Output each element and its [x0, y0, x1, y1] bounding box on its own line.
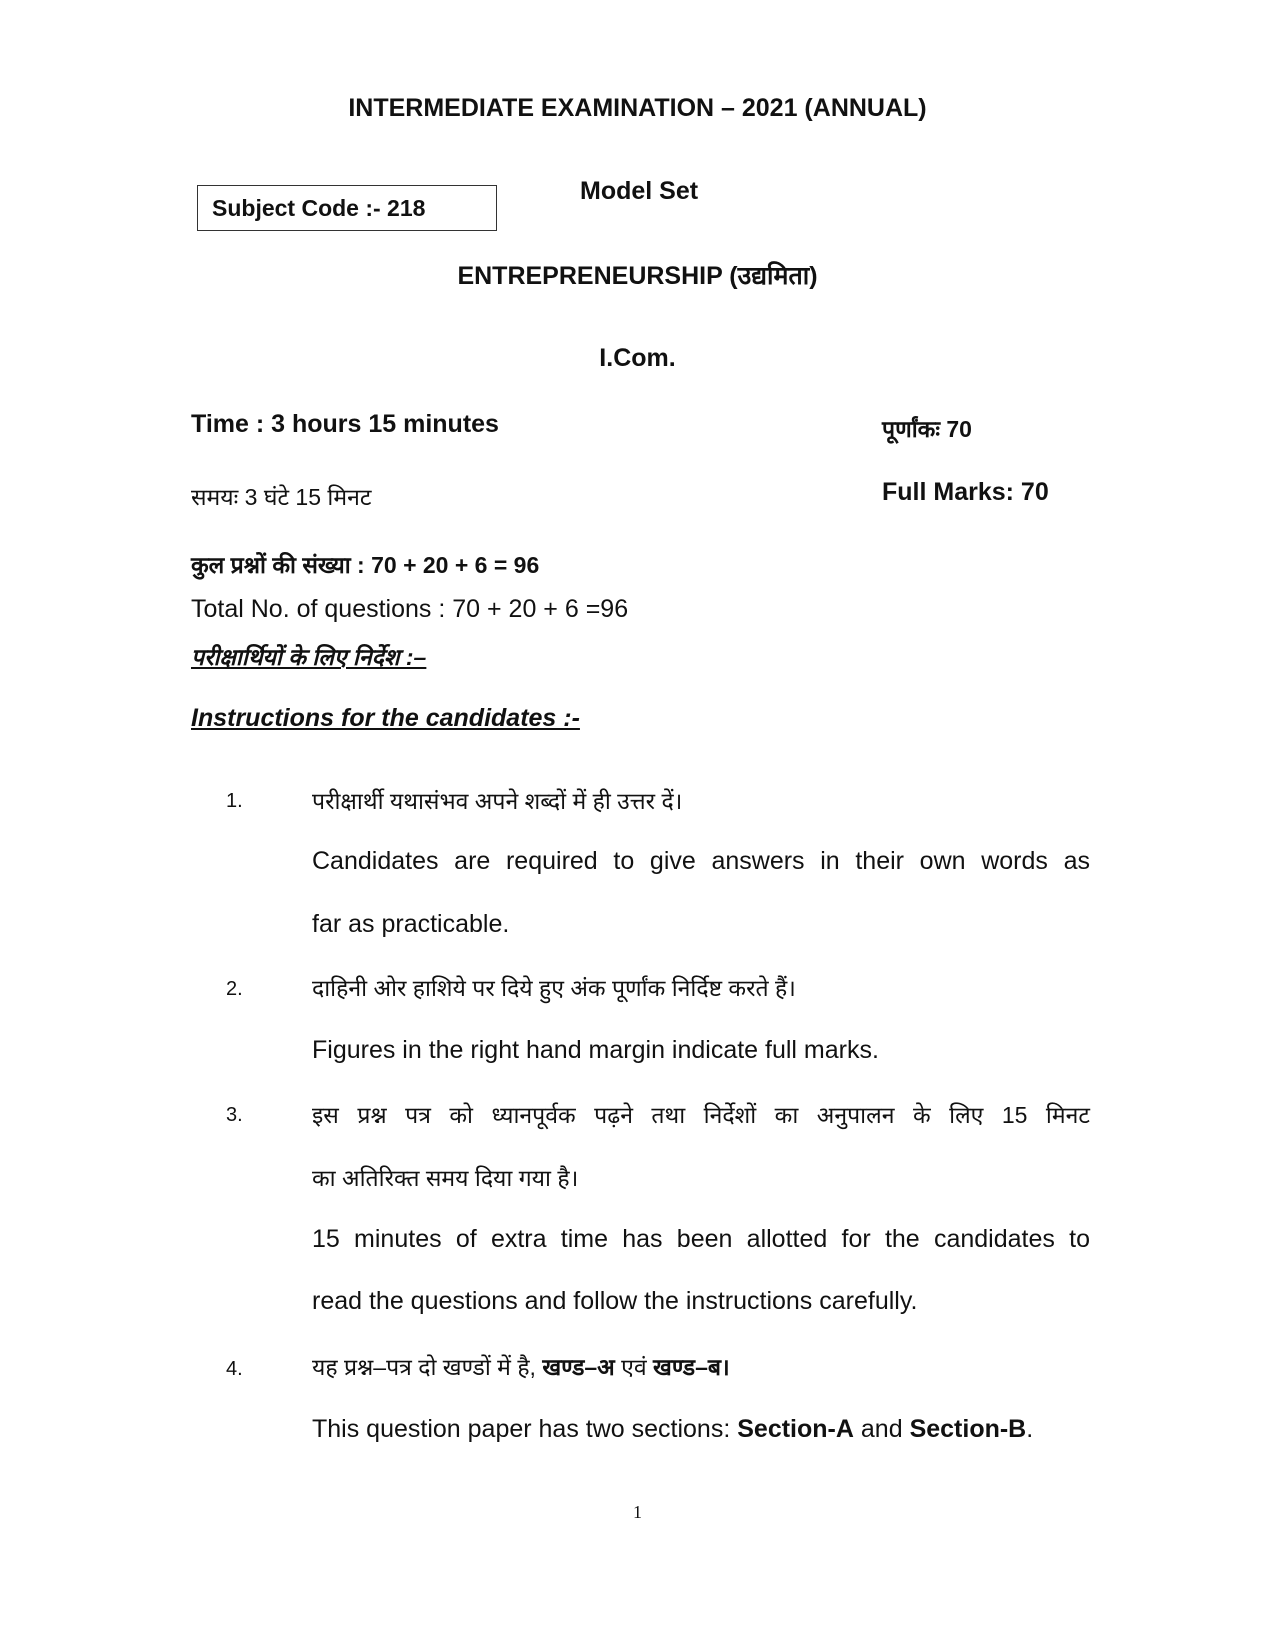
- subject-title: ENTREPRENEURSHIP (उद्यमिता): [457, 262, 818, 290]
- instruction-4-hindi: [312, 1350, 1090, 1382]
- instructions-heading-english: Instructions for the candidates :-: [191, 704, 580, 732]
- instruction-2-english: Figures in the right hand margin indicate full marks.: [312, 1036, 879, 1064]
- question-count-hindi: कुल प्रश्नों की संख्या : 70 + 20 + 6 = 96: [191, 552, 540, 578]
- instruction-3-hindi-line1: इस प्रश्न पत्र को ध्यानपूर्वक पढ़ने तथा निर्देशों का अनुपालन के लिए 15 मिनट: [312, 1102, 1090, 1128]
- instruction-4-hindi-and: एवं: [621, 1354, 647, 1380]
- instruction-3-english-line1: 15 minutes of extra time has been allotted for the candidates to: [312, 1225, 1090, 1253]
- instruction-number: 2.: [226, 978, 243, 1000]
- instruction-1-hindi: परीक्षार्थी यथासंभव अपने शब्दों में ही उत्तर दें।: [312, 788, 683, 814]
- instruction-number: 1.: [226, 790, 243, 812]
- section-a-hindi: खण्ड–अ: [542, 1354, 615, 1380]
- page-number: 1: [633, 1502, 642, 1522]
- time-hindi: समयः 3 घंटे 15 मिनट: [191, 484, 372, 510]
- instruction-3-english-line2: read the questions and follow the instructions carefully.: [312, 1287, 918, 1315]
- instruction-1-english-line2: far as practicable.: [312, 910, 510, 938]
- instructions-heading-hindi: परीक्षार्थियों के लिए निर्देश :–: [191, 644, 427, 670]
- instruction-3-hindi-line2: का अतिरिक्त समय दिया गया है।: [312, 1165, 579, 1191]
- instruction-2-hindi: दाहिनी ओर हाशिये पर दिये हुए अंक पूर्णांक निर्दिष्ट करते हैं।: [312, 975, 796, 1001]
- full-marks-hindi: पूर्णांकः 70: [882, 416, 972, 442]
- time-english: Time : 3 hours 15 minutes: [191, 410, 499, 438]
- instruction-4-english-and: and: [860, 1415, 903, 1443]
- section-a-english: Section-A: [737, 1415, 854, 1443]
- exam-title: INTERMEDIATE EXAMINATION – 2021 (ANNUAL): [348, 94, 927, 122]
- section-b-english: Section-B: [909, 1415, 1027, 1443]
- section-b-hindi: खण्ड–ब।: [653, 1354, 730, 1380]
- course-name: I.Com.: [599, 344, 676, 372]
- instruction-4-hindi-prefix: यह प्रश्न–पत्र दो खण्डों में है,: [312, 1354, 536, 1380]
- instruction-4-english-end: .: [1026, 1415, 1034, 1443]
- full-marks-english: Full Marks: 70: [882, 478, 1049, 506]
- instruction-1-english-line1: Candidates are required to give answers in their own words as: [312, 847, 1090, 875]
- instruction-4-english-prefix: This question paper has two sections:: [312, 1415, 731, 1443]
- subject-code: Subject Code :- 218: [212, 195, 426, 221]
- model-set-label: Model Set: [580, 177, 699, 205]
- instruction-number: 4.: [226, 1358, 243, 1380]
- instruction-number: 3.: [226, 1104, 243, 1126]
- subject-code-box: [197, 185, 497, 231]
- question-count-english: Total No. of questions : 70 + 20 + 6 =96: [191, 595, 629, 623]
- instruction-4-english: [312, 1415, 1090, 1444]
